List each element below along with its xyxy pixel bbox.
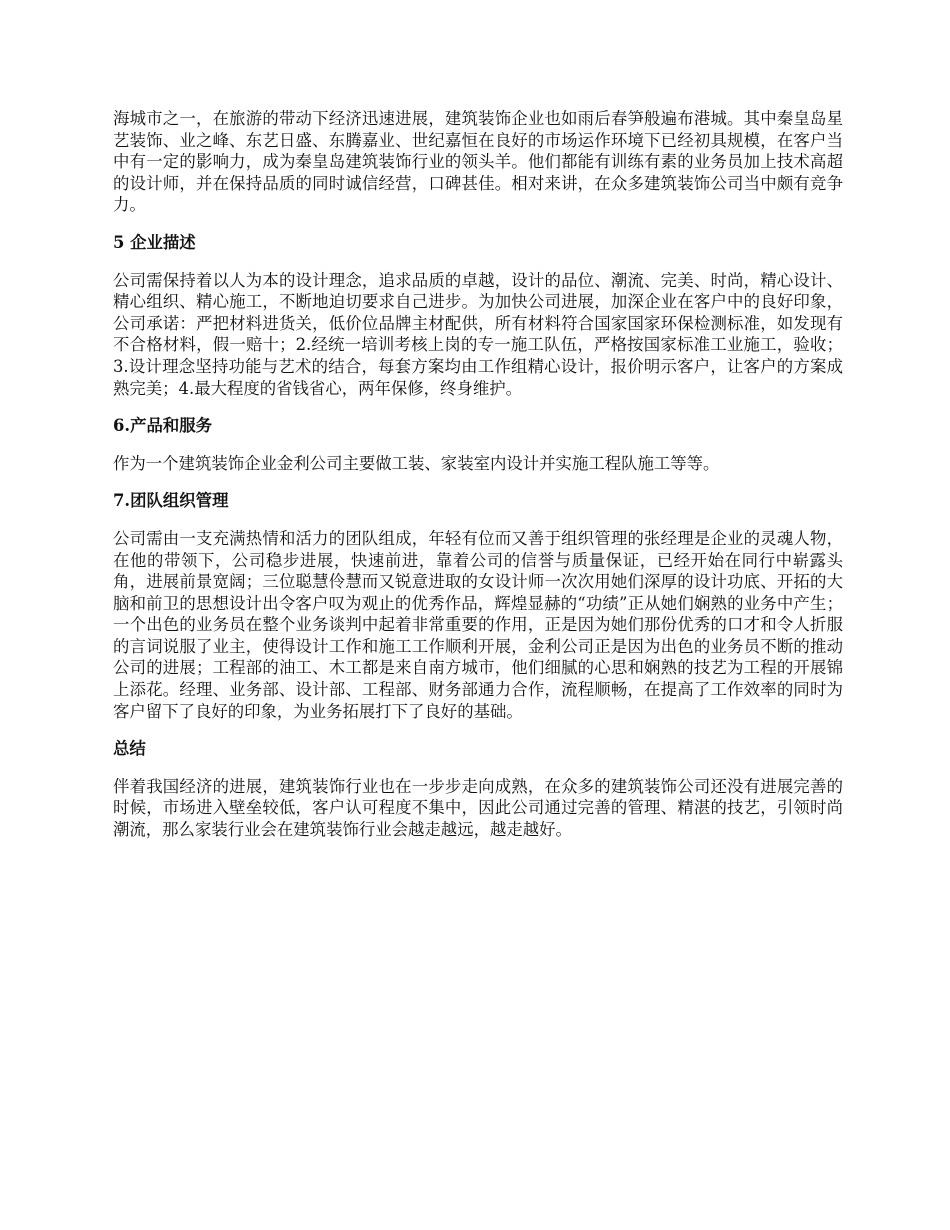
intro-paragraph: 海城市之一，在旅游的带动下经济迅速进展，建筑装饰企业也如雨后春笋般遍布港城。其中秦皇岛星艺装饰、业之峰、东艺日盛、东腾嘉业、世纪嘉恒在良好的市场运作环境下已经初具规模，在客户当中有一定的影响力，成为秦皇岛建筑装饰行业的领头羊。他们都能有训练有素的业务员加上技术高超的设计师，并在保持品质的同时诚信经营，口碑甚佳。相对来讲，在众多建筑装饰公司当中颇有竞争力。	[113, 109, 843, 215]
section-heading-products-services: 6.产品和服务	[113, 416, 213, 436]
section-heading-team-management: 7.团队组织管理	[113, 491, 229, 511]
section-body-company-description: 公司需保持着以人为本的设计理念，追求品质的卓越，设计的品位、潮流、完美、时尚，精心设计、精心组织、精心施工，不断地迫切要求自己进步。为加快公司进展，加深企业在客户中的良好印象，公司承诺：严把材料进货关，低价位品牌主材配供，所有材料符合国家国家环保检测标准，如发现有不合格材料，假一赔十；2.经统一培训考核上岗的专一施工队伍，严格按国家标准工业施工，验收；3.设计理念坚持功能与艺术的结合，每套方案均由工作组精心设计，报价明示客户，让客户的方案成熟完美；4.最大程度的省钱省心，两年保修，终身维护。	[113, 270, 843, 398]
section-body-team-management: 公司需由一支充满热情和活力的团队组成，年轻有位而又善于组织管理的张经理是企业的灵魂人物，在他的带领下，公司稳步进展，快速前进，靠着公司的信誉与质量保证，已经开始在同行中崭露头角，进展前景宽阔；三位聪慧伶慧而又锐意进取的女设计师一次次用她们深厚的设计功底、开拓的大脑和前卫的思想设计出令客户叹为观止的优秀作品，辉煌显赫的“功绩”正从她们娴熟的业务中产生；一个出色的业务员在整个业务谈判中起着非常重要的作用，正是因为她们那份优秀的口才和令人折服的言词说服了业主，使得设计工作和施工工作顺利开展，金利公司正是因为出色的业务员不断的推动公司的进展；工程部的油工、木工都是来自南方城市，他们细腻的心思和娴熟的技艺为工程的开展锦上添花。经理、业务部、设计部、工程部、财务部通力合作，流程顺畅，在提高了工作效率的同时为客户留下了良好的印象，为业务拓展打下了良好的基础。	[113, 528, 843, 721]
section-heading-company-description: 5 企业描述	[113, 232, 196, 252]
section-body-products-services: 作为一个建筑装饰企业金利公司主要做工装、家装室内设计并实施工程队施工等等。	[113, 453, 720, 473]
section-body-summary: 伴着我国经济的进展，建筑装饰行业也在一步步走向成熟，在众多的建筑装饰公司还没有进展完善的时候，市场进入壁垒较低，客户认可程度不集中，因此公司通过完善的管理、精湛的技艺，引领时尚潮流，那么家装行业会在建筑装饰行业会越走越远，越走越好。	[113, 776, 843, 840]
section-heading-summary: 总结	[113, 739, 146, 759]
document-page	[113, 108, 843, 841]
